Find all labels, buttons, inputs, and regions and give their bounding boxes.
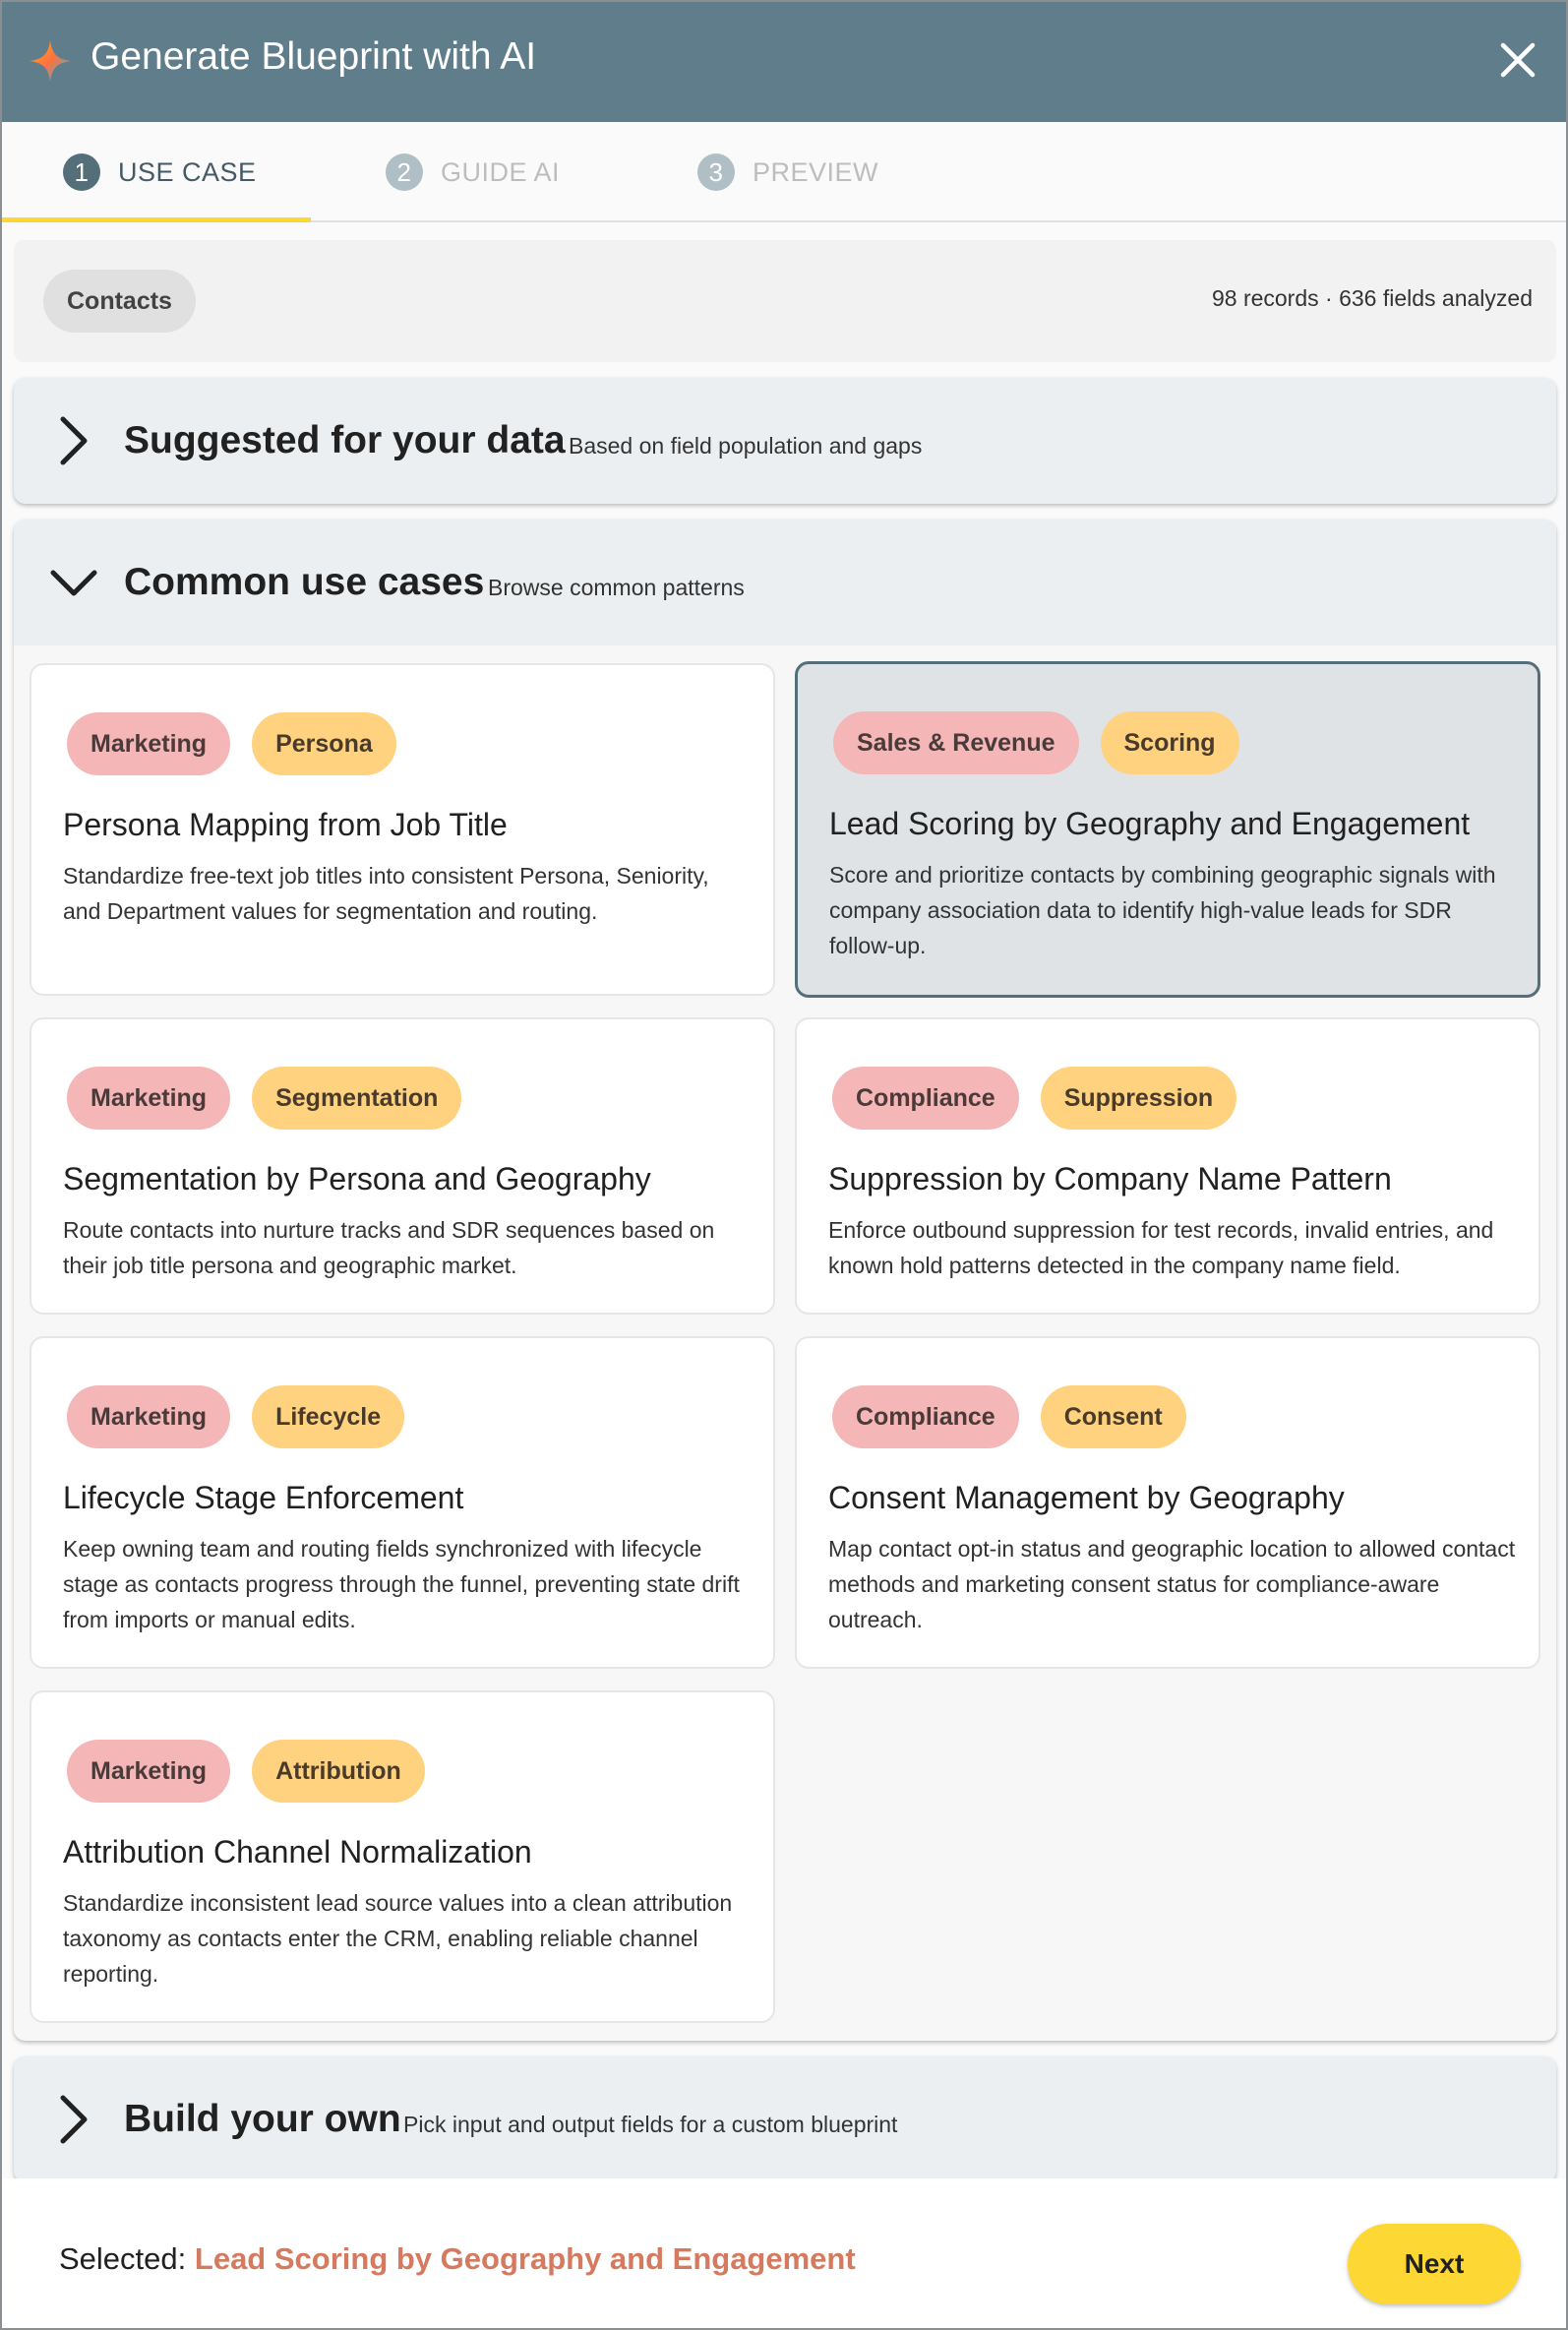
chevron-down-icon — [49, 557, 98, 608]
use-case-card[interactable] — [30, 663, 775, 996]
data-stats: 98 records · 636 fields analyzed — [1211, 285, 1533, 311]
card-description: Standardize free-text job titles into consistent Persona, Seniority, and Department values for segmentation and routing. — [63, 863, 709, 924]
tab-label: GUIDE AI — [441, 156, 561, 187]
next-button[interactable]: Next — [1348, 2224, 1521, 2304]
tag-row — [67, 712, 396, 775]
tab-use-case[interactable] — [63, 122, 257, 222]
subcategory-tag: Attribution — [252, 1740, 425, 1803]
use-case-card[interactable] — [30, 1017, 775, 1315]
data-info-bar — [14, 240, 1556, 362]
category-tag: Marketing — [67, 1385, 230, 1448]
category-tag: Marketing — [67, 1740, 230, 1803]
dialog-footer — [2, 2178, 1566, 2330]
card-description: Score and prioritize contacts by combining geographic signals with company association data to identify high-value leads for SDR follow-up. — [829, 862, 1496, 958]
card-description: Enforce outbound suppression for test records, invalid entries, and known hold patterns detected in the company name field. — [828, 1217, 1494, 1278]
step-number: 3 — [697, 153, 735, 191]
card-description: Map contact opt-in status and geographic location to allowed contact methods and marketing consent status for compliance-aware outreach. — [828, 1536, 1516, 1632]
category-tag: Compliance — [832, 1067, 1019, 1130]
card-description: Route contacts into nurture tracks and SDR sequences based on their job title persona and geographic market. — [63, 1217, 715, 1278]
subcategory-tag: Lifecycle — [252, 1385, 404, 1448]
selection-summary — [59, 2241, 856, 2277]
tab-guide-ai[interactable] — [386, 122, 560, 222]
tag-row — [833, 711, 1239, 774]
card-title: Attribution Channel Normalization — [63, 1834, 532, 1870]
card-description: Keep owning team and routing fields synchronized with lifecycle stage as contacts progress through the funnel, preventing state drift from imports or manual edits. — [63, 1536, 740, 1632]
dialog-title: Generate Blueprint with AI — [90, 35, 537, 78]
tag-row — [832, 1385, 1186, 1448]
chevron-right-icon — [49, 415, 98, 466]
section-title: Suggested for your data — [124, 419, 566, 461]
category-tag: Marketing — [67, 712, 230, 775]
tag-row — [67, 1740, 425, 1803]
close-icon[interactable] — [1495, 37, 1540, 83]
use-case-card[interactable] — [30, 1336, 775, 1669]
section-title: Build your own — [124, 2098, 401, 2140]
card-title: Persona Mapping from Job Title — [63, 807, 508, 842]
object-chip[interactable]: Contacts — [43, 270, 196, 333]
subcategory-tag: Suppression — [1041, 1067, 1236, 1130]
subcategory-tag: Segmentation — [252, 1067, 461, 1130]
subcategory-tag: Persona — [252, 712, 396, 775]
use-case-card[interactable] — [795, 1336, 1540, 1669]
category-tag: Compliance — [832, 1385, 1019, 1448]
section-build-header[interactable] — [14, 2056, 1556, 2182]
card-title: Suppression by Company Name Pattern — [828, 1161, 1392, 1196]
section-build-your-own — [14, 2056, 1556, 2182]
section-suggested — [14, 378, 1556, 504]
selected-label: Selected: — [59, 2241, 187, 2276]
card-description: Standardize inconsistent lead source values into a clean attribution taxonomy as contacts enter the CRM, enabling reliable channel reporting. — [63, 1890, 733, 1987]
selected-value: Lead Scoring by Geography and Engagement — [194, 2241, 856, 2276]
step-number: 2 — [386, 153, 423, 191]
tab-label: USE CASE — [118, 156, 257, 187]
card-title: Lead Scoring by Geography and Engagement — [829, 806, 1471, 841]
category-tag: Marketing — [67, 1067, 230, 1130]
tag-row — [832, 1067, 1236, 1130]
section-title: Common use cases — [124, 561, 485, 603]
section-subtitle: Browse common patterns — [488, 575, 745, 600]
card-title: Segmentation by Persona and Geography — [63, 1161, 651, 1196]
use-case-card[interactable] — [30, 1690, 775, 2023]
use-case-card[interactable] — [795, 1017, 1540, 1315]
dialog-header — [2, 2, 1566, 122]
use-case-card-selected[interactable] — [795, 661, 1540, 998]
section-common-header[interactable] — [14, 520, 1556, 645]
card-title: Lifecycle Stage Enforcement — [63, 1480, 464, 1515]
subcategory-tag: Consent — [1041, 1385, 1186, 1448]
chevron-right-icon — [49, 2094, 98, 2145]
sparkle-icon — [28, 38, 73, 84]
active-tab-indicator — [2, 217, 311, 222]
section-subtitle: Pick input and output fields for a custom blueprint — [403, 2112, 898, 2137]
tag-row — [67, 1385, 404, 1448]
tab-preview[interactable] — [697, 122, 878, 222]
step-number: 1 — [63, 153, 100, 191]
tag-row — [67, 1067, 461, 1130]
section-subtitle: Based on field population and gaps — [569, 433, 923, 459]
section-suggested-header[interactable] — [14, 378, 1556, 504]
tab-label: PREVIEW — [753, 156, 879, 187]
subcategory-tag: Scoring — [1101, 711, 1239, 774]
section-common — [14, 520, 1556, 2041]
wizard-tabs — [2, 122, 1566, 222]
category-tag: Sales & Revenue — [833, 711, 1079, 774]
card-title: Consent Management by Geography — [828, 1480, 1345, 1515]
